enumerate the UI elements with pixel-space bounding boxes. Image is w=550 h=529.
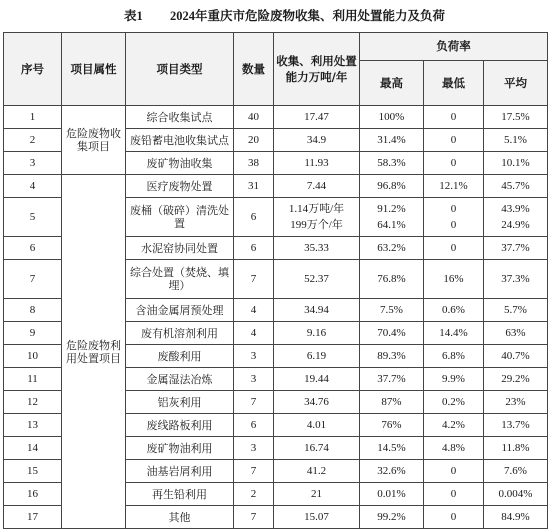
cell-min: 4.2% bbox=[424, 414, 484, 437]
cell-type: 油基岩屑利用 bbox=[126, 460, 234, 483]
cell-max: 58.3% bbox=[360, 152, 424, 175]
header-capacity-label: 收集、利用处置能力万吨/年 bbox=[276, 54, 357, 84]
cell-count: 7 bbox=[234, 506, 274, 529]
cell-type: 废有机溶剂利用 bbox=[126, 322, 234, 345]
header-load: 负荷率 bbox=[360, 33, 548, 61]
table-row bbox=[4, 106, 548, 129]
cell-type: 再生铅利用 bbox=[126, 483, 234, 506]
cell-capacity: 17.47 bbox=[274, 106, 360, 129]
cell-count: 7 bbox=[234, 391, 274, 414]
cell-seq: 3 bbox=[4, 152, 62, 175]
cell-capacity: 34.94 bbox=[274, 299, 360, 322]
cell-min: 0 bbox=[424, 129, 484, 152]
cell-count: 40 bbox=[234, 106, 274, 129]
cell-type: 医疗废物处置 bbox=[126, 175, 234, 198]
header-row bbox=[4, 33, 548, 61]
cell-count: 7 bbox=[234, 460, 274, 483]
cell-type: 废矿物油利用 bbox=[126, 437, 234, 460]
cell-capacity: 34.9 bbox=[274, 129, 360, 152]
cell-min: 0 bbox=[424, 506, 484, 529]
cell-avg: 5.7% bbox=[484, 299, 548, 322]
header-type: 项目类型 bbox=[126, 33, 234, 106]
cell-count: 38 bbox=[234, 152, 274, 175]
header-max: 最高 bbox=[360, 61, 424, 106]
cell-type: 其他 bbox=[126, 506, 234, 529]
cell-avg: 5.1% bbox=[484, 129, 548, 152]
cell-avg-line2: 24.9% bbox=[501, 219, 530, 231]
cell-min: 0 bbox=[424, 152, 484, 175]
cell-seq: 6 bbox=[4, 237, 62, 260]
cell-max bbox=[360, 198, 424, 237]
cell-count: 6 bbox=[234, 237, 274, 260]
cell-count: 3 bbox=[234, 345, 274, 368]
cell-min: 0.2% bbox=[424, 391, 484, 414]
cell-capacity: 34.76 bbox=[274, 391, 360, 414]
cell-seq: 11 bbox=[4, 368, 62, 391]
cell-avg bbox=[484, 198, 548, 237]
header-count: 数量 bbox=[234, 33, 274, 106]
cell-capacity: 21 bbox=[274, 483, 360, 506]
table-title: 2024年重庆市危险废物收集、利用处置能力及负荷 bbox=[170, 9, 446, 23]
cell-count: 20 bbox=[234, 129, 274, 152]
cell-avg-line1: 43.9% bbox=[501, 203, 530, 215]
header-attribute: 项目属性 bbox=[62, 33, 126, 106]
cell-min: 9.9% bbox=[424, 368, 484, 391]
cell-capacity: 19.44 bbox=[274, 368, 360, 391]
cell-capacity-line1: 1.14万吨/年 bbox=[288, 203, 345, 215]
cell-capacity: 16.74 bbox=[274, 437, 360, 460]
cell-type: 废铅蓄电池收集试点 bbox=[126, 129, 234, 152]
cell-avg: 17.5% bbox=[484, 106, 548, 129]
cell-capacity: 9.16 bbox=[274, 322, 360, 345]
table-number: 表1 bbox=[124, 9, 143, 23]
cell-type: 水泥窑协同处置 bbox=[126, 237, 234, 260]
cell-type: 铝灰利用 bbox=[126, 391, 234, 414]
cell-seq: 4 bbox=[4, 175, 62, 198]
cell-min: 4.8% bbox=[424, 437, 484, 460]
cell-max: 87% bbox=[360, 391, 424, 414]
cell-max-line2: 64.1% bbox=[377, 219, 406, 231]
cell-capacity: 11.93 bbox=[274, 152, 360, 175]
cell-seq: 2 bbox=[4, 129, 62, 152]
cell-max: 99.2% bbox=[360, 506, 424, 529]
cell-capacity: 35.33 bbox=[274, 237, 360, 260]
cell-max: 31.4% bbox=[360, 129, 424, 152]
cell-capacity-line2: 199万个/年 bbox=[290, 219, 343, 231]
cell-max: 63.2% bbox=[360, 237, 424, 260]
cell-avg: 13.7% bbox=[484, 414, 548, 437]
cell-count: 4 bbox=[234, 299, 274, 322]
cell-capacity: 6.19 bbox=[274, 345, 360, 368]
cell-seq: 8 bbox=[4, 299, 62, 322]
cell-min: 6.8% bbox=[424, 345, 484, 368]
header-seq: 序号 bbox=[4, 33, 62, 106]
cell-min: 0 bbox=[424, 483, 484, 506]
cell-count: 3 bbox=[234, 437, 274, 460]
header-min: 最低 bbox=[424, 61, 484, 106]
table-row bbox=[4, 175, 548, 198]
cell-avg: 29.2% bbox=[484, 368, 548, 391]
cell-max: 32.6% bbox=[360, 460, 424, 483]
cell-max: 89.3% bbox=[360, 345, 424, 368]
cell-max: 96.8% bbox=[360, 175, 424, 198]
cell-min: 0 bbox=[424, 106, 484, 129]
cell-avg: 11.8% bbox=[484, 437, 548, 460]
cell-avg: 84.9% bbox=[484, 506, 548, 529]
cell-avg: 63% bbox=[484, 322, 548, 345]
cell-seq: 5 bbox=[4, 198, 62, 237]
cell-avg: 37.7% bbox=[484, 237, 548, 260]
cell-seq: 10 bbox=[4, 345, 62, 368]
cell-seq: 1 bbox=[4, 106, 62, 129]
cell-min: 12.1% bbox=[424, 175, 484, 198]
cell-count: 3 bbox=[234, 368, 274, 391]
cell-capacity: 52.37 bbox=[274, 260, 360, 299]
cell-min: 0 bbox=[424, 237, 484, 260]
cell-max: 14.5% bbox=[360, 437, 424, 460]
cell-avg: 40.7% bbox=[484, 345, 548, 368]
cell-count: 6 bbox=[234, 198, 274, 237]
cell-type: 金属湿法冶炼 bbox=[126, 368, 234, 391]
cell-max: 70.4% bbox=[360, 322, 424, 345]
cell-type: 废酸利用 bbox=[126, 345, 234, 368]
cell-count: 31 bbox=[234, 175, 274, 198]
cell-max: 100% bbox=[360, 106, 424, 129]
cell-count: 4 bbox=[234, 322, 274, 345]
cell-max: 37.7% bbox=[360, 368, 424, 391]
cell-count: 2 bbox=[234, 483, 274, 506]
group-disposal: 危险废物利用处置项目 bbox=[62, 175, 126, 529]
group-collection: 危险废物收集项目 bbox=[62, 106, 126, 175]
cell-avg: 10.1% bbox=[484, 152, 548, 175]
cell-capacity: 4.01 bbox=[274, 414, 360, 437]
cell-seq: 17 bbox=[4, 506, 62, 529]
cell-seq: 7 bbox=[4, 260, 62, 299]
table-caption bbox=[0, 4, 550, 28]
cell-max: 0.01% bbox=[360, 483, 424, 506]
cell-type: 废矿物油收集 bbox=[126, 152, 234, 175]
cell-max: 7.5% bbox=[360, 299, 424, 322]
cell-max-line1: 91.2% bbox=[377, 203, 406, 215]
cell-min bbox=[424, 198, 484, 237]
cell-count: 7 bbox=[234, 260, 274, 299]
cell-min: 16% bbox=[424, 260, 484, 299]
cell-seq: 14 bbox=[4, 437, 62, 460]
cell-capacity: 41.2 bbox=[274, 460, 360, 483]
cell-min: 14.4% bbox=[424, 322, 484, 345]
cell-avg: 0.004% bbox=[484, 483, 548, 506]
header-avg: 平均 bbox=[484, 61, 548, 106]
cell-seq: 13 bbox=[4, 414, 62, 437]
cell-seq: 9 bbox=[4, 322, 62, 345]
table-body bbox=[4, 106, 548, 529]
cell-max: 76.8% bbox=[360, 260, 424, 299]
cell-type: 综合收集试点 bbox=[126, 106, 234, 129]
cell-min: 0 bbox=[424, 460, 484, 483]
cell-avg: 45.7% bbox=[484, 175, 548, 198]
cell-capacity: 7.44 bbox=[274, 175, 360, 198]
cell-seq: 12 bbox=[4, 391, 62, 414]
header-capacity bbox=[274, 33, 360, 106]
cell-capacity: 15.07 bbox=[274, 506, 360, 529]
cell-type: 废桶（破碎）清洗处置 bbox=[126, 198, 234, 237]
cell-type: 废线路板利用 bbox=[126, 414, 234, 437]
cell-type: 综合处置（焚烧、填埋） bbox=[126, 260, 234, 299]
cell-avg: 23% bbox=[484, 391, 548, 414]
capacity-load-table bbox=[3, 32, 548, 529]
cell-capacity bbox=[274, 198, 360, 237]
cell-avg: 7.6% bbox=[484, 460, 548, 483]
cell-min-line2: 0 bbox=[450, 219, 457, 231]
cell-seq: 15 bbox=[4, 460, 62, 483]
cell-seq: 16 bbox=[4, 483, 62, 506]
cell-max: 76% bbox=[360, 414, 424, 437]
cell-min: 0.6% bbox=[424, 299, 484, 322]
cell-avg: 37.3% bbox=[484, 260, 548, 299]
cell-type: 含油金属屑预处理 bbox=[126, 299, 234, 322]
cell-count: 6 bbox=[234, 414, 274, 437]
cell-min-line1: 0 bbox=[450, 203, 457, 215]
